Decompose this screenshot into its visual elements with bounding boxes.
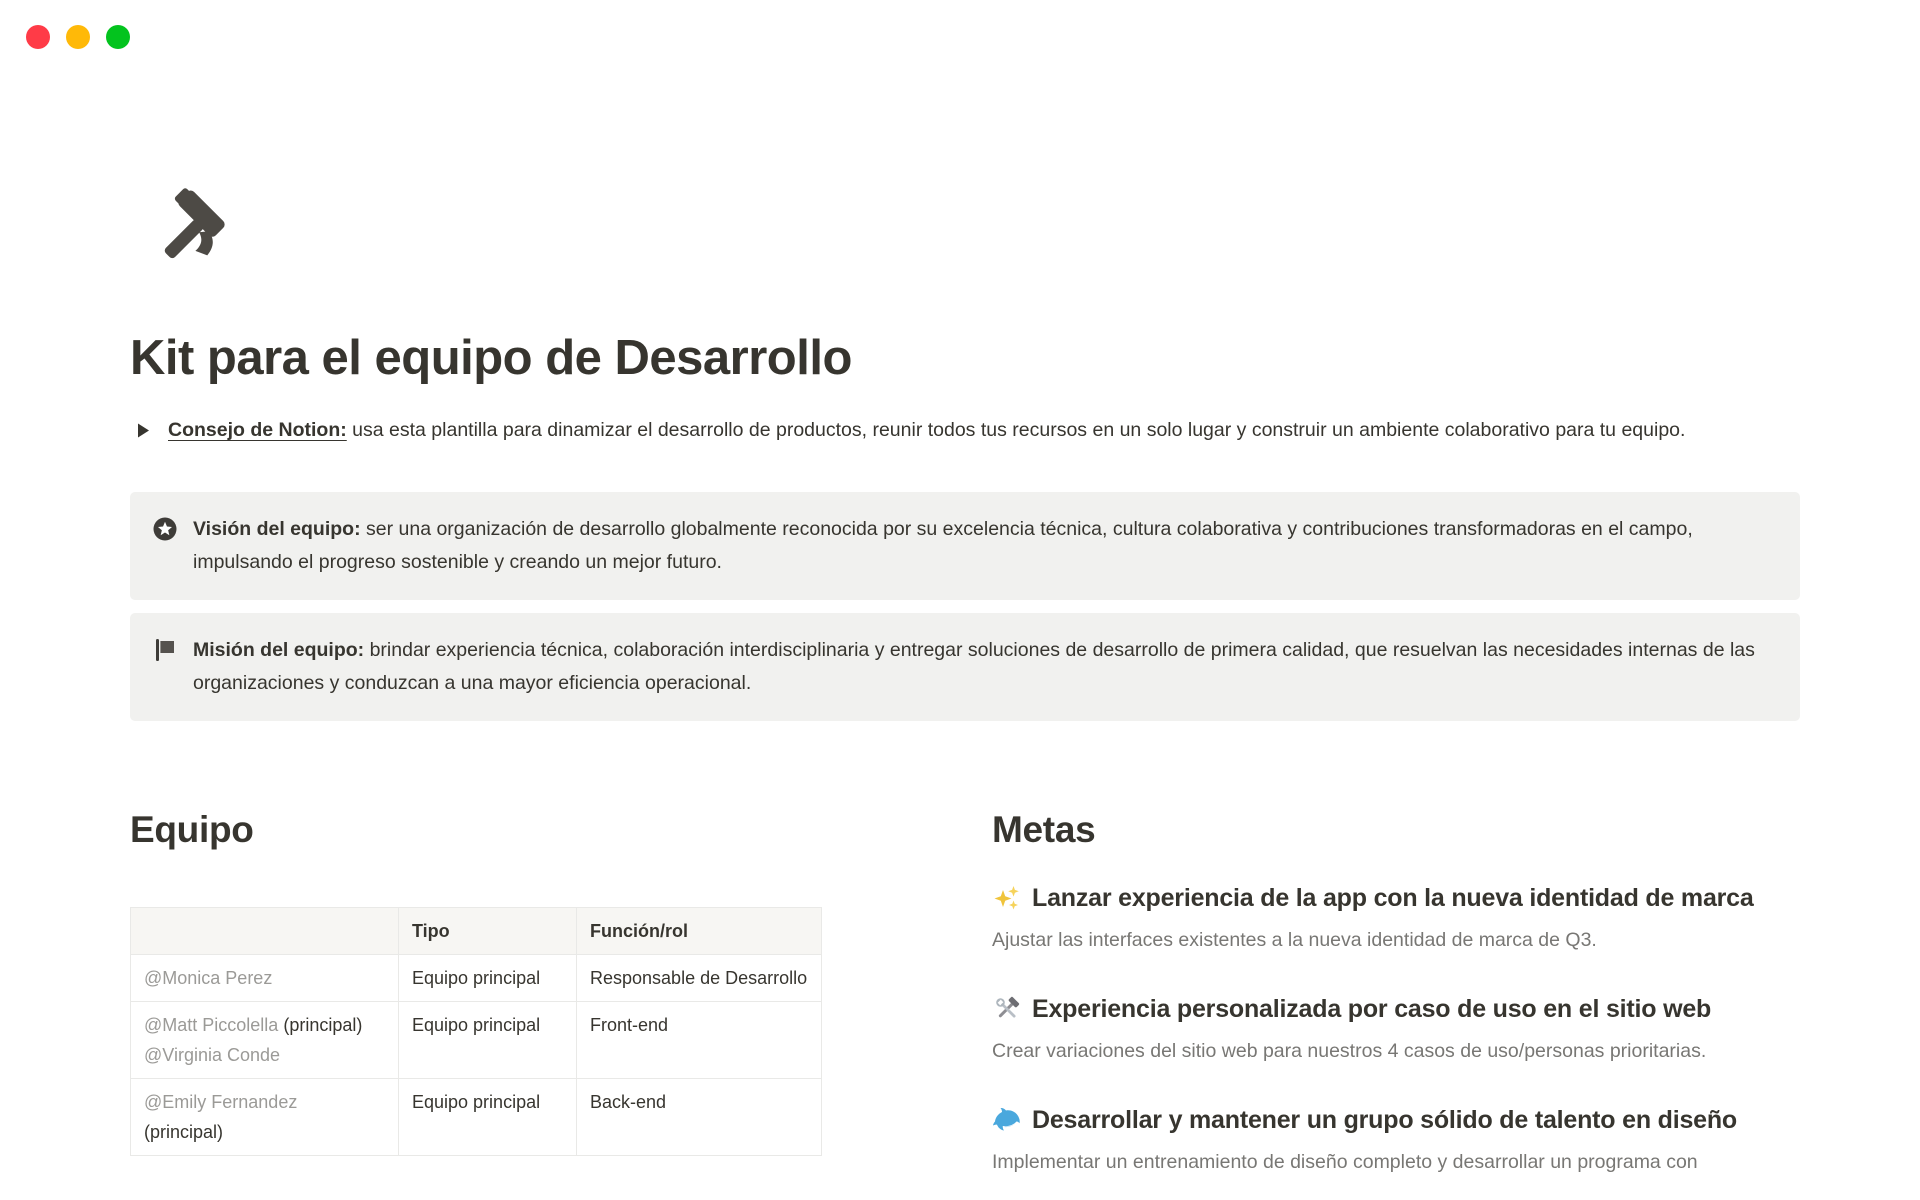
goal-description: Implementar un entrenamiento de diseño completo y desarrollar un programa con: [992, 1151, 1698, 1173]
team-rol-cell[interactable]: Front-end: [577, 1002, 822, 1079]
member-note: (principal): [144, 1122, 224, 1142]
mission-body: brindar experiencia técnica, colaboración interdisciplinaria y entregar soluciones de desarrollo de primera calidad, que resuelvan las necesidades internas de las organizaciones y conduzcan a una mayor eficiencia operacional.: [193, 639, 1755, 694]
team-table-header-cell[interactable]: [131, 908, 399, 955]
goal-title: [992, 992, 1800, 1026]
goal-item: [992, 881, 1800, 956]
team-members-cell[interactable]: [131, 1079, 399, 1156]
goal-item: [992, 1103, 1800, 1178]
table-row: [131, 955, 822, 1002]
page-hammer-icon[interactable]: [144, 182, 240, 278]
team-tipo-cell[interactable]: Equipo principal: [399, 955, 577, 1002]
member-mention[interactable]: @Matt Piccolella: [144, 1015, 279, 1035]
table-row: [131, 1079, 822, 1156]
team-members-cell[interactable]: [131, 1002, 399, 1079]
goal-title-text: Lanzar experiencia de la app con la nueva identidad de marca: [1032, 884, 1754, 912]
page-title: Kit para el equipo de Desarrollo: [130, 331, 852, 385]
toggle-triangle-icon[interactable]: [130, 412, 168, 439]
team-table-header-cell[interactable]: Tipo: [399, 908, 577, 955]
member-line: [144, 1117, 385, 1147]
team-rol-cell[interactable]: Responsable de Desarrollo: [577, 955, 822, 1002]
team-rol-cell[interactable]: Back-end: [577, 1079, 822, 1156]
goal-description: Ajustar las interfaces existentes a la nueva identidad de marca de Q3.: [992, 929, 1597, 951]
goal-title: [992, 881, 1800, 915]
goals-column: [992, 807, 1800, 1178]
notion-page: [130, 0, 1800, 1178]
minimize-window-button[interactable]: [66, 25, 90, 49]
sparkles-icon: [992, 883, 1022, 913]
team-table: [130, 907, 822, 1156]
mission-label: Misión del equipo:: [193, 639, 365, 661]
goal-item: [992, 992, 1800, 1067]
notion-tip-body: usa esta plantilla para dinamizar el desarrollo de productos, reunir todos tus recursos en un solo lugar y construir un ambiente colaborativo para tu equipo.: [346, 419, 1686, 441]
vision-text: [193, 513, 1778, 579]
team-tipo-cell[interactable]: Equipo principal: [399, 1079, 577, 1156]
mission-text: [193, 634, 1778, 700]
flag-icon: [152, 637, 178, 663]
star-circle-icon: [152, 516, 178, 542]
member-line: [144, 1087, 385, 1117]
notion-tip-label: Consejo de Notion:: [168, 419, 347, 441]
goal-title: [992, 1103, 1800, 1137]
team-heading: Equipo: [130, 809, 254, 850]
window-controls: [26, 25, 130, 49]
goals-list: [992, 881, 1800, 1178]
goals-heading: Metas: [992, 809, 1096, 850]
close-window-button[interactable]: [26, 25, 50, 49]
member-mention[interactable]: @Emily Fernandez: [144, 1092, 298, 1112]
goal-title-text: Desarrollar y mantener un grupo sólido de talento en diseño: [1032, 1106, 1737, 1134]
team-column: [130, 807, 821, 1178]
mission-callout: [130, 613, 1800, 721]
goal-title-text: Experiencia personalizada por caso de uso en el sitio web: [1032, 995, 1712, 1023]
team-members-cell[interactable]: [131, 955, 399, 1002]
member-mention[interactable]: @Virginia Conde: [144, 1045, 281, 1065]
dolphin-icon: [992, 1105, 1022, 1135]
team-table-header-row: [131, 908, 822, 955]
team-tipo-cell[interactable]: Equipo principal: [399, 1002, 577, 1079]
vision-label: Visión del equipo:: [193, 518, 361, 540]
goal-description: Crear variaciones del sitio web para nuestros 4 casos de uso/personas prioritarias.: [992, 1040, 1707, 1062]
member-line: [144, 1040, 385, 1070]
hammer-wrench-icon: [992, 994, 1022, 1024]
notion-tip-text: [168, 412, 1685, 448]
vision-callout: [130, 492, 1800, 600]
notion-tip-toggle: [130, 412, 1800, 448]
member-mention[interactable]: @Monica Perez: [144, 968, 273, 988]
columns-section: [130, 807, 1800, 1178]
member-line: [144, 963, 385, 993]
table-row: [131, 1002, 822, 1079]
zoom-window-button[interactable]: [106, 25, 130, 49]
team-table-header-cell[interactable]: Función/rol: [577, 908, 822, 955]
vision-body: ser una organización de desarrollo globalmente reconocida por su excelencia técnica, cultura colaborativa y contribuciones transformadoras en el campo, impulsando el progreso sostenible y creando un mejor futuro.: [193, 518, 1693, 573]
member-line: [144, 1010, 385, 1040]
member-note: (principal): [278, 1015, 363, 1035]
